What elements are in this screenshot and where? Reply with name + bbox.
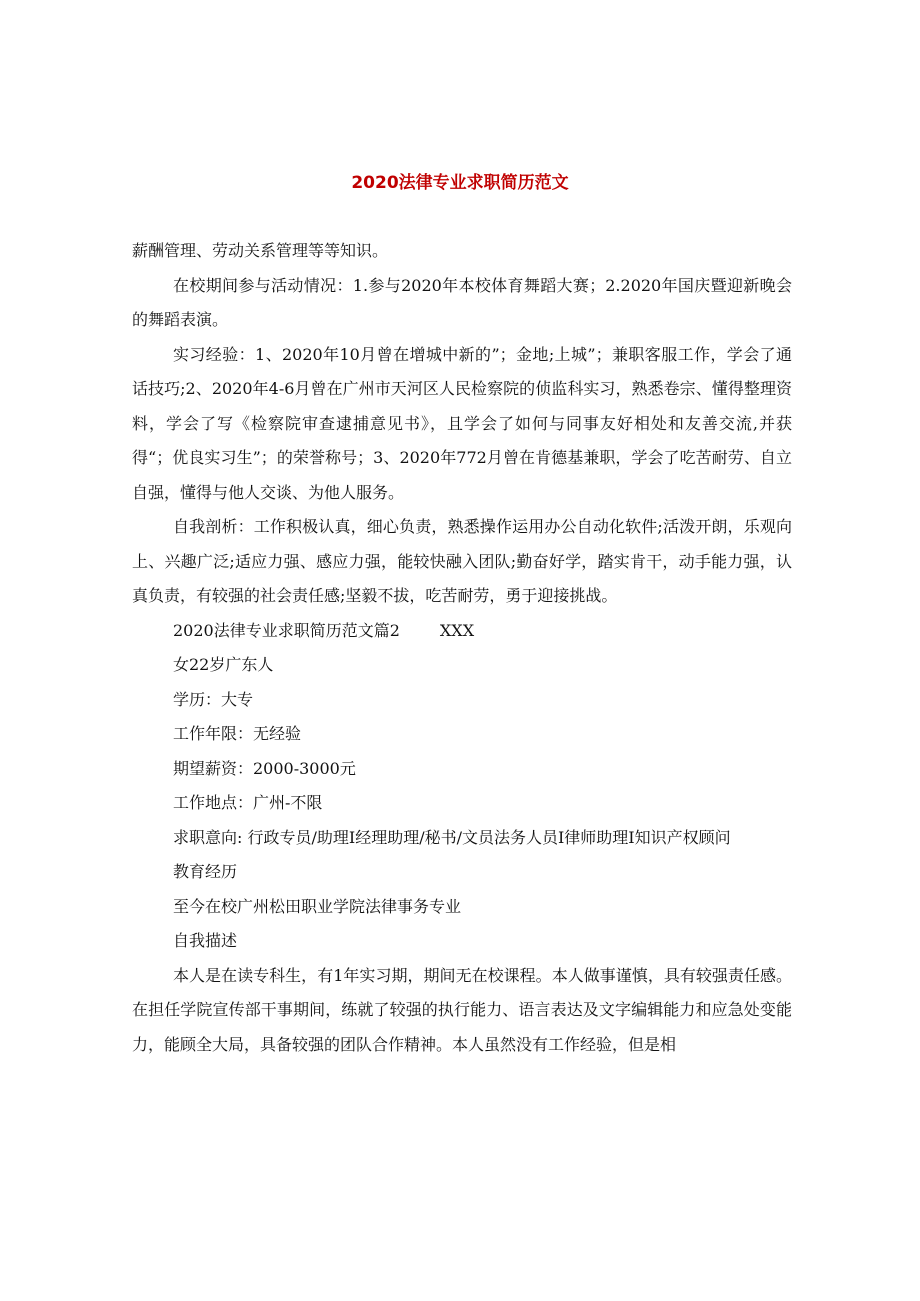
self-description-text: 本人是在读专科生，有1年实习期，期间无在校课程。本人做事谨慎，具有较强责任感。在担任学院宣传部干事期间，练就了较强的执行能力、语言表达及文字编辑能力和应急处变能力，能顾全大局，具备较强的团队合作精神。本人虽然没有工作经验，但是相 [132,965,792,1054]
document-title: 2020法律专业求职简历范文 [351,173,569,193]
paragraph-continuation: 薪酬管理、劳动关系管理等等知识。 [132,241,389,260]
education-line: 至今在校广州松田职业学院法律事务专业 [173,896,462,916]
document-body [132,234,792,1062]
profile-work-years: 工作年限：无经验 [173,724,302,743]
paragraph-activities: 在校期间参与活动情况：1.参与2020年本校体育舞蹈大赛；2.2020年国庆暨迎新晚会的舞蹈表演。 [132,275,792,329]
profile-expected-salary: 期望薪资：2000-3000元 [173,758,356,778]
profile-job-intention: 求职意向: 行政专员/助理I经理助理/秘书/文员法务人员I律师助理I知识产权顾问 [173,827,731,847]
section-heading: 2020法律专业求职简历范文篇2 [173,620,400,640]
education-heading: 教育经历 [173,862,238,881]
section-heading-line [132,614,792,649]
profile-gender-age: 女22岁广东人 [173,655,274,674]
profile-work-location: 工作地点：广州-不限 [173,793,323,812]
self-description-heading: 自我描述 [173,931,238,950]
paragraph-internship: 实习经验：1、2020年10月曾在增城中新的”；金地;上城”；兼职客服工作，学会了通话技巧;2、2020年4-6月曾在广州市天河区人民检察院的侦监科实习，熟悉卷宗、懂得整理资料，学会了写《检察院审查逮捕意见书》，且学会了如何与同事友好相处和友善交流,并获得“；优良实习生”；的荣誉称号；3、2020年772月曾在肯德基兼职，学会了吃苦耐劳、自立自强，懂得与他人交谈、为他人服务。 [132,344,792,502]
profile-education-level: 学历：大专 [173,689,254,709]
candidate-name: XXX [439,620,475,640]
paragraph-self-analysis: 自我剖析：工作积极认真，细心负责，熟悉操作运用办公自动化软件;活泼开朗，乐观向上、兴趣广泛;适应力强、感应力强，能较快融入团队;勤奋好学，踏实肯干，动手能力强，认真负责，有较强的社会责任感;坚毅不拔，吃苦耐劳，勇于迎接挑战。 [132,517,792,605]
